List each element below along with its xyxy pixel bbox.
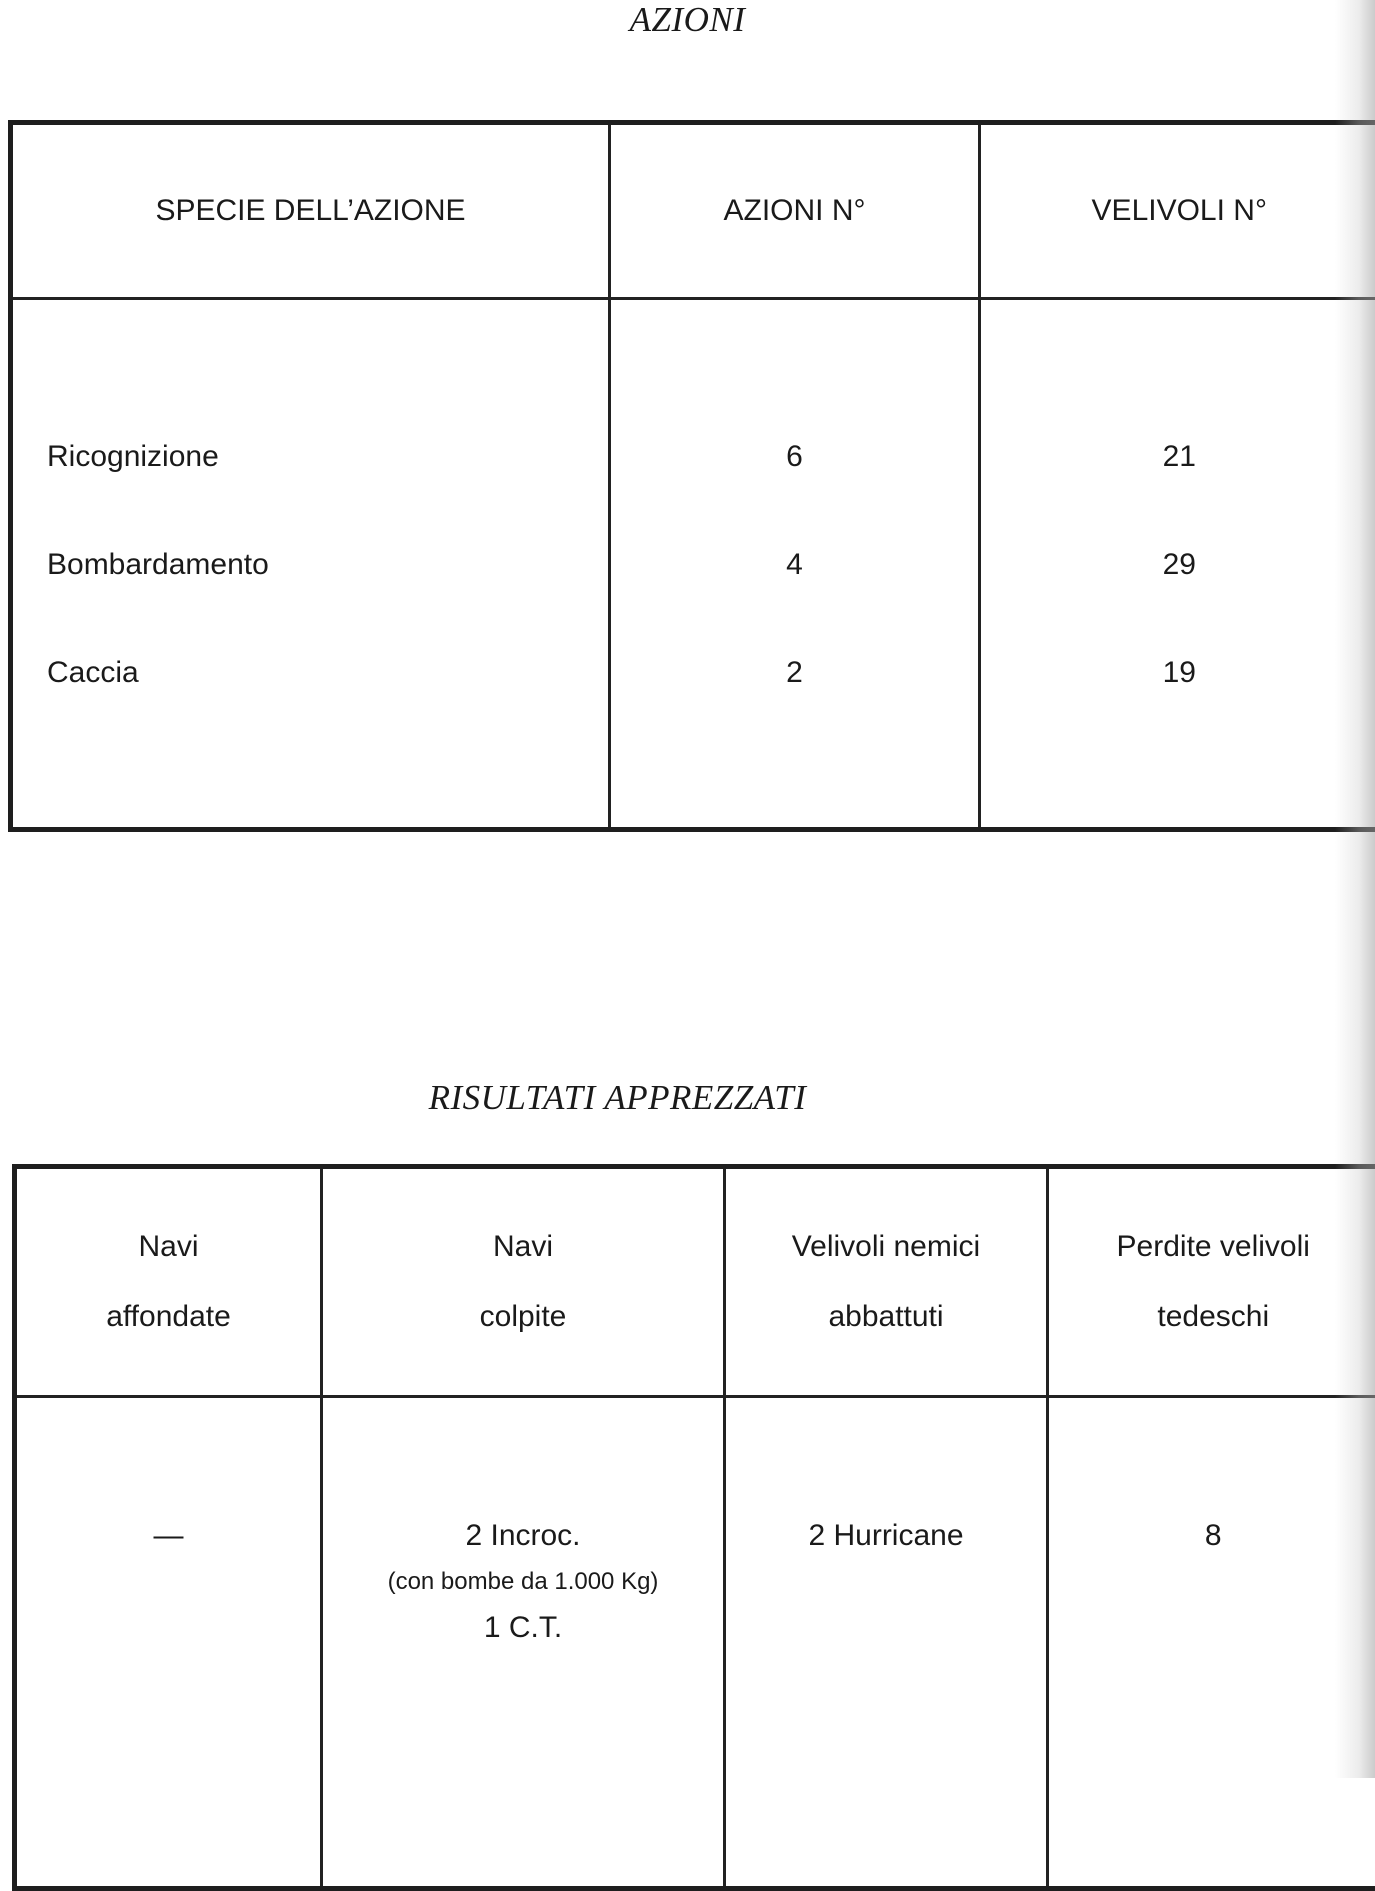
header-velivoli-abbattuti <box>725 1167 1048 1397</box>
specie-cell: Caccia <box>13 656 608 764</box>
value-note: (con bombe da 1.000 Kg) <box>323 1556 723 1608</box>
azioni-cell: 2 <box>611 656 978 764</box>
value-text: 2 Hurricane <box>726 1516 1046 1556</box>
value-text: 8 <box>1049 1516 1375 1556</box>
value-text: 1 C.T. <box>323 1608 723 1648</box>
header-line: tedeschi <box>1049 1282 1375 1352</box>
navi-affondate-cell <box>15 1397 322 1889</box>
velivoli-cell: 21 <box>981 440 1375 548</box>
table-header-row <box>15 1167 1375 1397</box>
specie-column <box>11 299 610 830</box>
header-line: affondate <box>17 1282 320 1352</box>
table-body-row <box>11 299 1375 830</box>
value-text: — <box>17 1516 320 1556</box>
header-line: abbattuti <box>726 1282 1046 1352</box>
azioni-cell: 6 <box>611 440 978 548</box>
risultati-title: RISULTATI APPREZZATI <box>0 1078 1305 1118</box>
header-navi-colpite <box>322 1167 725 1397</box>
velivoli-column <box>980 299 1375 830</box>
header-line: Perdite velivoli <box>1049 1212 1375 1282</box>
navi-colpite-cell <box>322 1397 725 1889</box>
velivoli-abbattuti-cell <box>725 1397 1048 1889</box>
azioni-title: AZIONI <box>0 0 1375 40</box>
velivoli-cell: 29 <box>981 548 1375 656</box>
header-line: colpite <box>323 1282 723 1352</box>
table-header-row <box>11 123 1375 299</box>
header-azioni-n: AZIONI N° <box>610 123 980 299</box>
azioni-table <box>8 120 1375 832</box>
specie-cell: Ricognizione <box>13 440 608 548</box>
header-perdite <box>1048 1167 1375 1397</box>
table-body-row <box>15 1397 1375 1889</box>
header-specie: SPECIE DELL’AZIONE <box>11 123 610 299</box>
header-line: Navi <box>323 1212 723 1282</box>
azioni-column <box>610 299 980 830</box>
velivoli-cell: 19 <box>981 656 1375 764</box>
specie-cell: Bombardamento <box>13 548 608 656</box>
azioni-cell: 4 <box>611 548 978 656</box>
header-line: Velivoli nemici <box>726 1212 1046 1282</box>
value-text: 2 Incroc. <box>323 1516 723 1556</box>
header-line: Navi <box>17 1212 320 1282</box>
risultati-table <box>12 1164 1375 1891</box>
perdite-cell <box>1048 1397 1375 1889</box>
header-navi-affondate <box>15 1167 322 1397</box>
header-velivoli-n: VELIVOLI N° <box>980 123 1375 299</box>
